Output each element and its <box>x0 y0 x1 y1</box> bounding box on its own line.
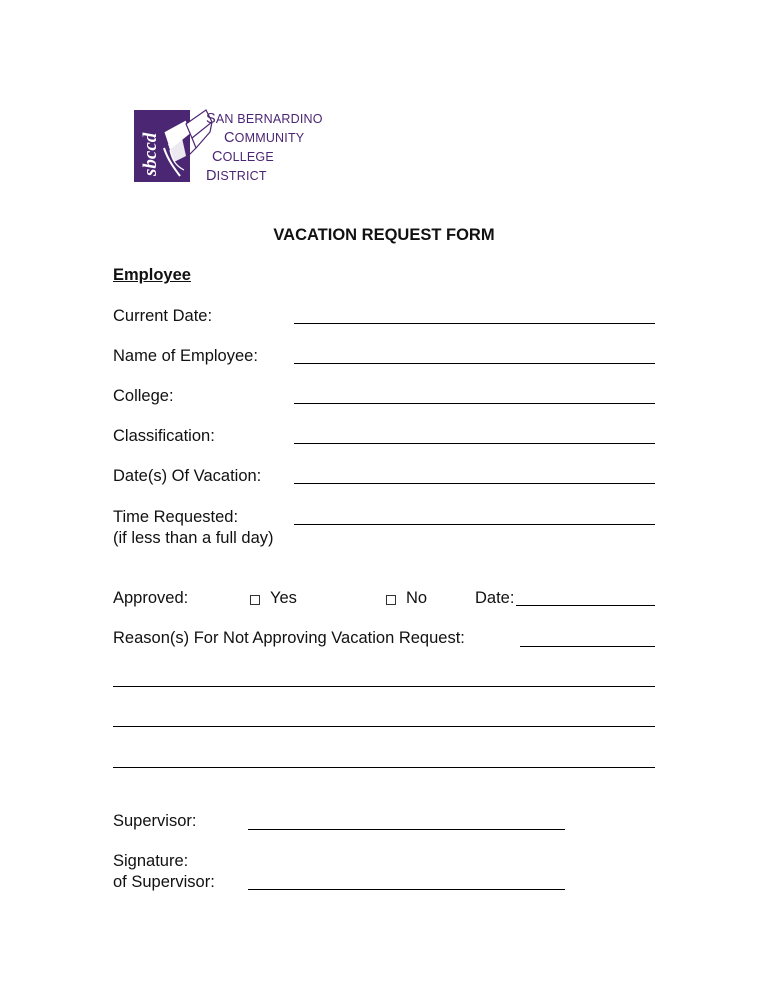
graduation-cap-icon <box>134 110 190 182</box>
field-input-college[interactable] <box>294 403 655 404</box>
signature-label-line-1: Signature: <box>113 852 189 870</box>
form-title: VACATION REQUEST FORM <box>273 226 495 244</box>
field-input-time-requested[interactable] <box>294 524 655 525</box>
supervisor-signature-input[interactable] <box>248 889 565 890</box>
approved-no-checkbox[interactable] <box>386 595 396 605</box>
field-input-classification[interactable] <box>294 443 655 444</box>
reason-input-line-4[interactable] <box>113 767 655 768</box>
field-label-classification: Classification: <box>113 427 215 445</box>
field-input-current-date[interactable] <box>294 323 655 324</box>
approved-yes-checkbox[interactable] <box>250 595 260 605</box>
signature-label-line-2: of Supervisor: <box>113 873 215 891</box>
supervisor-input[interactable] <box>248 829 565 830</box>
logo-line-4: DISTRICT <box>206 168 267 184</box>
approval-date-label: Date: <box>475 589 515 607</box>
section-heading-employee: Employee <box>113 266 191 284</box>
district-logo-mark <box>134 110 190 182</box>
field-label-vacation-dates: Date(s) Of Vacation: <box>113 467 262 485</box>
logo-line-1: SAN BERNARDINO <box>206 111 323 127</box>
approval-date-input[interactable] <box>516 605 655 606</box>
field-label-current-date: Current Date: <box>113 307 213 325</box>
logo-monogram: sbccd <box>140 132 161 176</box>
logo-line-3: COLLEGE <box>212 149 274 165</box>
reason-input-line-1[interactable] <box>520 646 655 647</box>
field-sublabel-time-requested: (if less than a full day) <box>113 529 274 547</box>
reason-input-line-3[interactable] <box>113 726 655 727</box>
field-input-vacation-dates[interactable] <box>294 483 655 484</box>
field-label-time-requested: Time Requested: <box>113 508 239 526</box>
supervisor-label: Supervisor: <box>113 812 197 830</box>
field-input-employee-name[interactable] <box>294 363 655 364</box>
logo-line-2: COMMUNITY <box>224 130 305 146</box>
field-label-college: College: <box>113 387 174 405</box>
approved-no-label: No <box>406 589 428 607</box>
reason-label: Reason(s) For Not Approving Vacation Request: <box>113 629 465 647</box>
reason-input-line-2[interactable] <box>113 686 655 687</box>
approved-yes-label: Yes <box>270 589 297 607</box>
approved-label: Approved: <box>113 589 189 607</box>
field-label-employee-name: Name of Employee: <box>113 347 258 365</box>
